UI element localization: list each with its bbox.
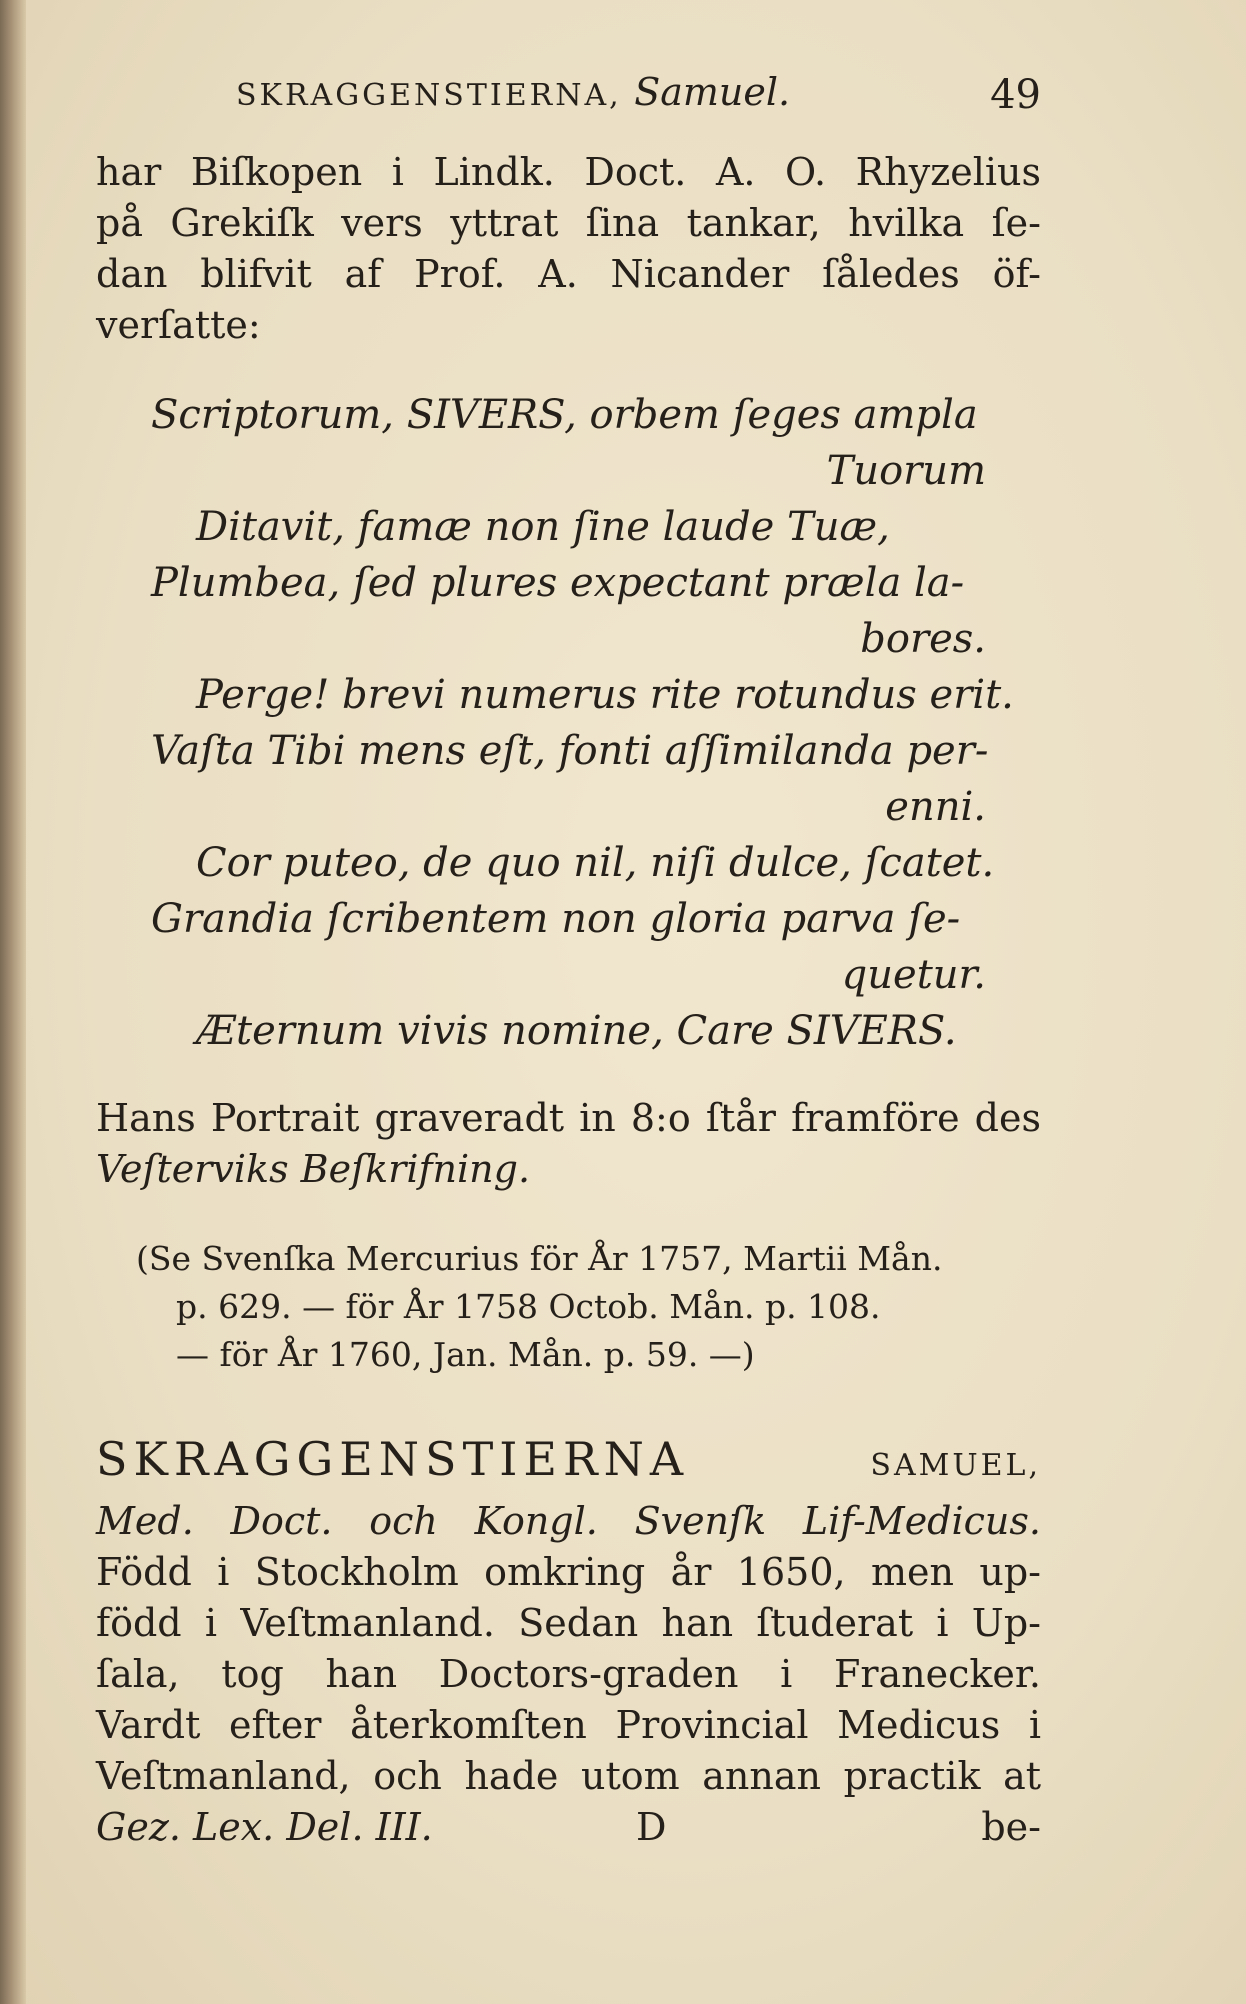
page-text <box>96 55 1041 1854</box>
reference-line: (Se Svenſka Mercurius för År 1757, Martii Mån. <box>136 1239 943 1278</box>
intro-line: på Grekiſk vers yttrat ſina tankar, hvilka ſe- <box>96 201 1041 245</box>
reference-line: p. 629. — för År 1758 Octob. Mån. p. 108. <box>176 1287 881 1326</box>
entry-line: Med. Doct. och Kongl. Svenſk Lif-Medicus. <box>96 1499 1041 1543</box>
entry-skraggenstierna <box>96 1429 1041 1802</box>
poem-line: Ditavit, famæ non ſine laude Tuæ, <box>196 504 890 550</box>
page-number: 49 <box>990 72 1041 118</box>
entry-line: Veſtmanland, och hade utom annan practik at <box>96 1754 1041 1798</box>
poem-line: Perge! brevi numerus rite rotundus erit. <box>196 672 1014 718</box>
intro-line: verſatte: <box>96 303 261 347</box>
portrait-note <box>96 1093 1041 1195</box>
intro-paragraph <box>96 147 1041 351</box>
latin-poem <box>96 387 1041 1059</box>
portrait-line: Veſterviks Beſkrifning. <box>96 1147 531 1191</box>
reference-note <box>136 1235 1041 1379</box>
intro-line: har Biſkopen i Lindk. Doct. A. O. Rhyzelius <box>96 150 1041 194</box>
poem-line: Plumbea, ſed plures expectant præla la- <box>151 560 965 606</box>
entry-line: Född i Stockholm omkring år 1650, men up- <box>96 1550 1041 1594</box>
book-spine-shadow <box>0 0 26 2004</box>
entry-heading-name: SKRAGGENSTIERNA <box>96 1432 690 1486</box>
poem-line: Cor puteo, de quo nil, niſi dulce, ſcatet. <box>196 840 995 886</box>
reference-line: — för År 1760, Jan. Mån. p. 59. —) <box>176 1335 755 1374</box>
catchword: be- <box>981 1805 1041 1849</box>
portrait-line: Hans Portrait graveradt in 8:o ſtår framföre des <box>96 1096 1041 1140</box>
entry-heading <box>96 1429 1041 1496</box>
signature-mark: D <box>636 1805 667 1849</box>
entry-line: född i Veſtmanland. Sedan han ſtuderat i Up- <box>96 1601 1041 1645</box>
entry-heading-forename: SAMUEL, <box>870 1448 1041 1483</box>
poem-line: Scriptorum, SIVERS, orbem ſeges ampla <box>151 392 978 438</box>
poem-line: Vaſta Tibi mens eſt, fonti aſſimilanda per- <box>151 728 989 774</box>
running-title: SKRAGGENSTIERNA, Samuel. <box>236 70 791 114</box>
page-footer <box>96 1802 1041 1854</box>
poem-line: bores. <box>860 616 986 662</box>
intro-line: dan blifvit af Prof. A. Nicander ſåledes öf- <box>96 252 1041 296</box>
running-name: Samuel. <box>634 70 791 114</box>
poem-line: quetur. <box>841 952 986 998</box>
entry-line: ſala, tog han Doctors-graden i Franecker. <box>96 1652 1041 1696</box>
poem-line: Tuorum <box>826 448 986 494</box>
entry-line: Vardt efter återkomſten Provincial Medicus i <box>96 1703 1041 1747</box>
footer-source: Gez. Lex. Del. III. <box>96 1805 433 1849</box>
poem-line: Æternum vivis nomine, Care SIVERS. <box>196 1008 957 1054</box>
poem-line: enni. <box>885 784 986 830</box>
poem-line: Grandia ſcribentem non gloria parva ſe- <box>151 896 961 942</box>
running-header <box>96 55 1041 125</box>
